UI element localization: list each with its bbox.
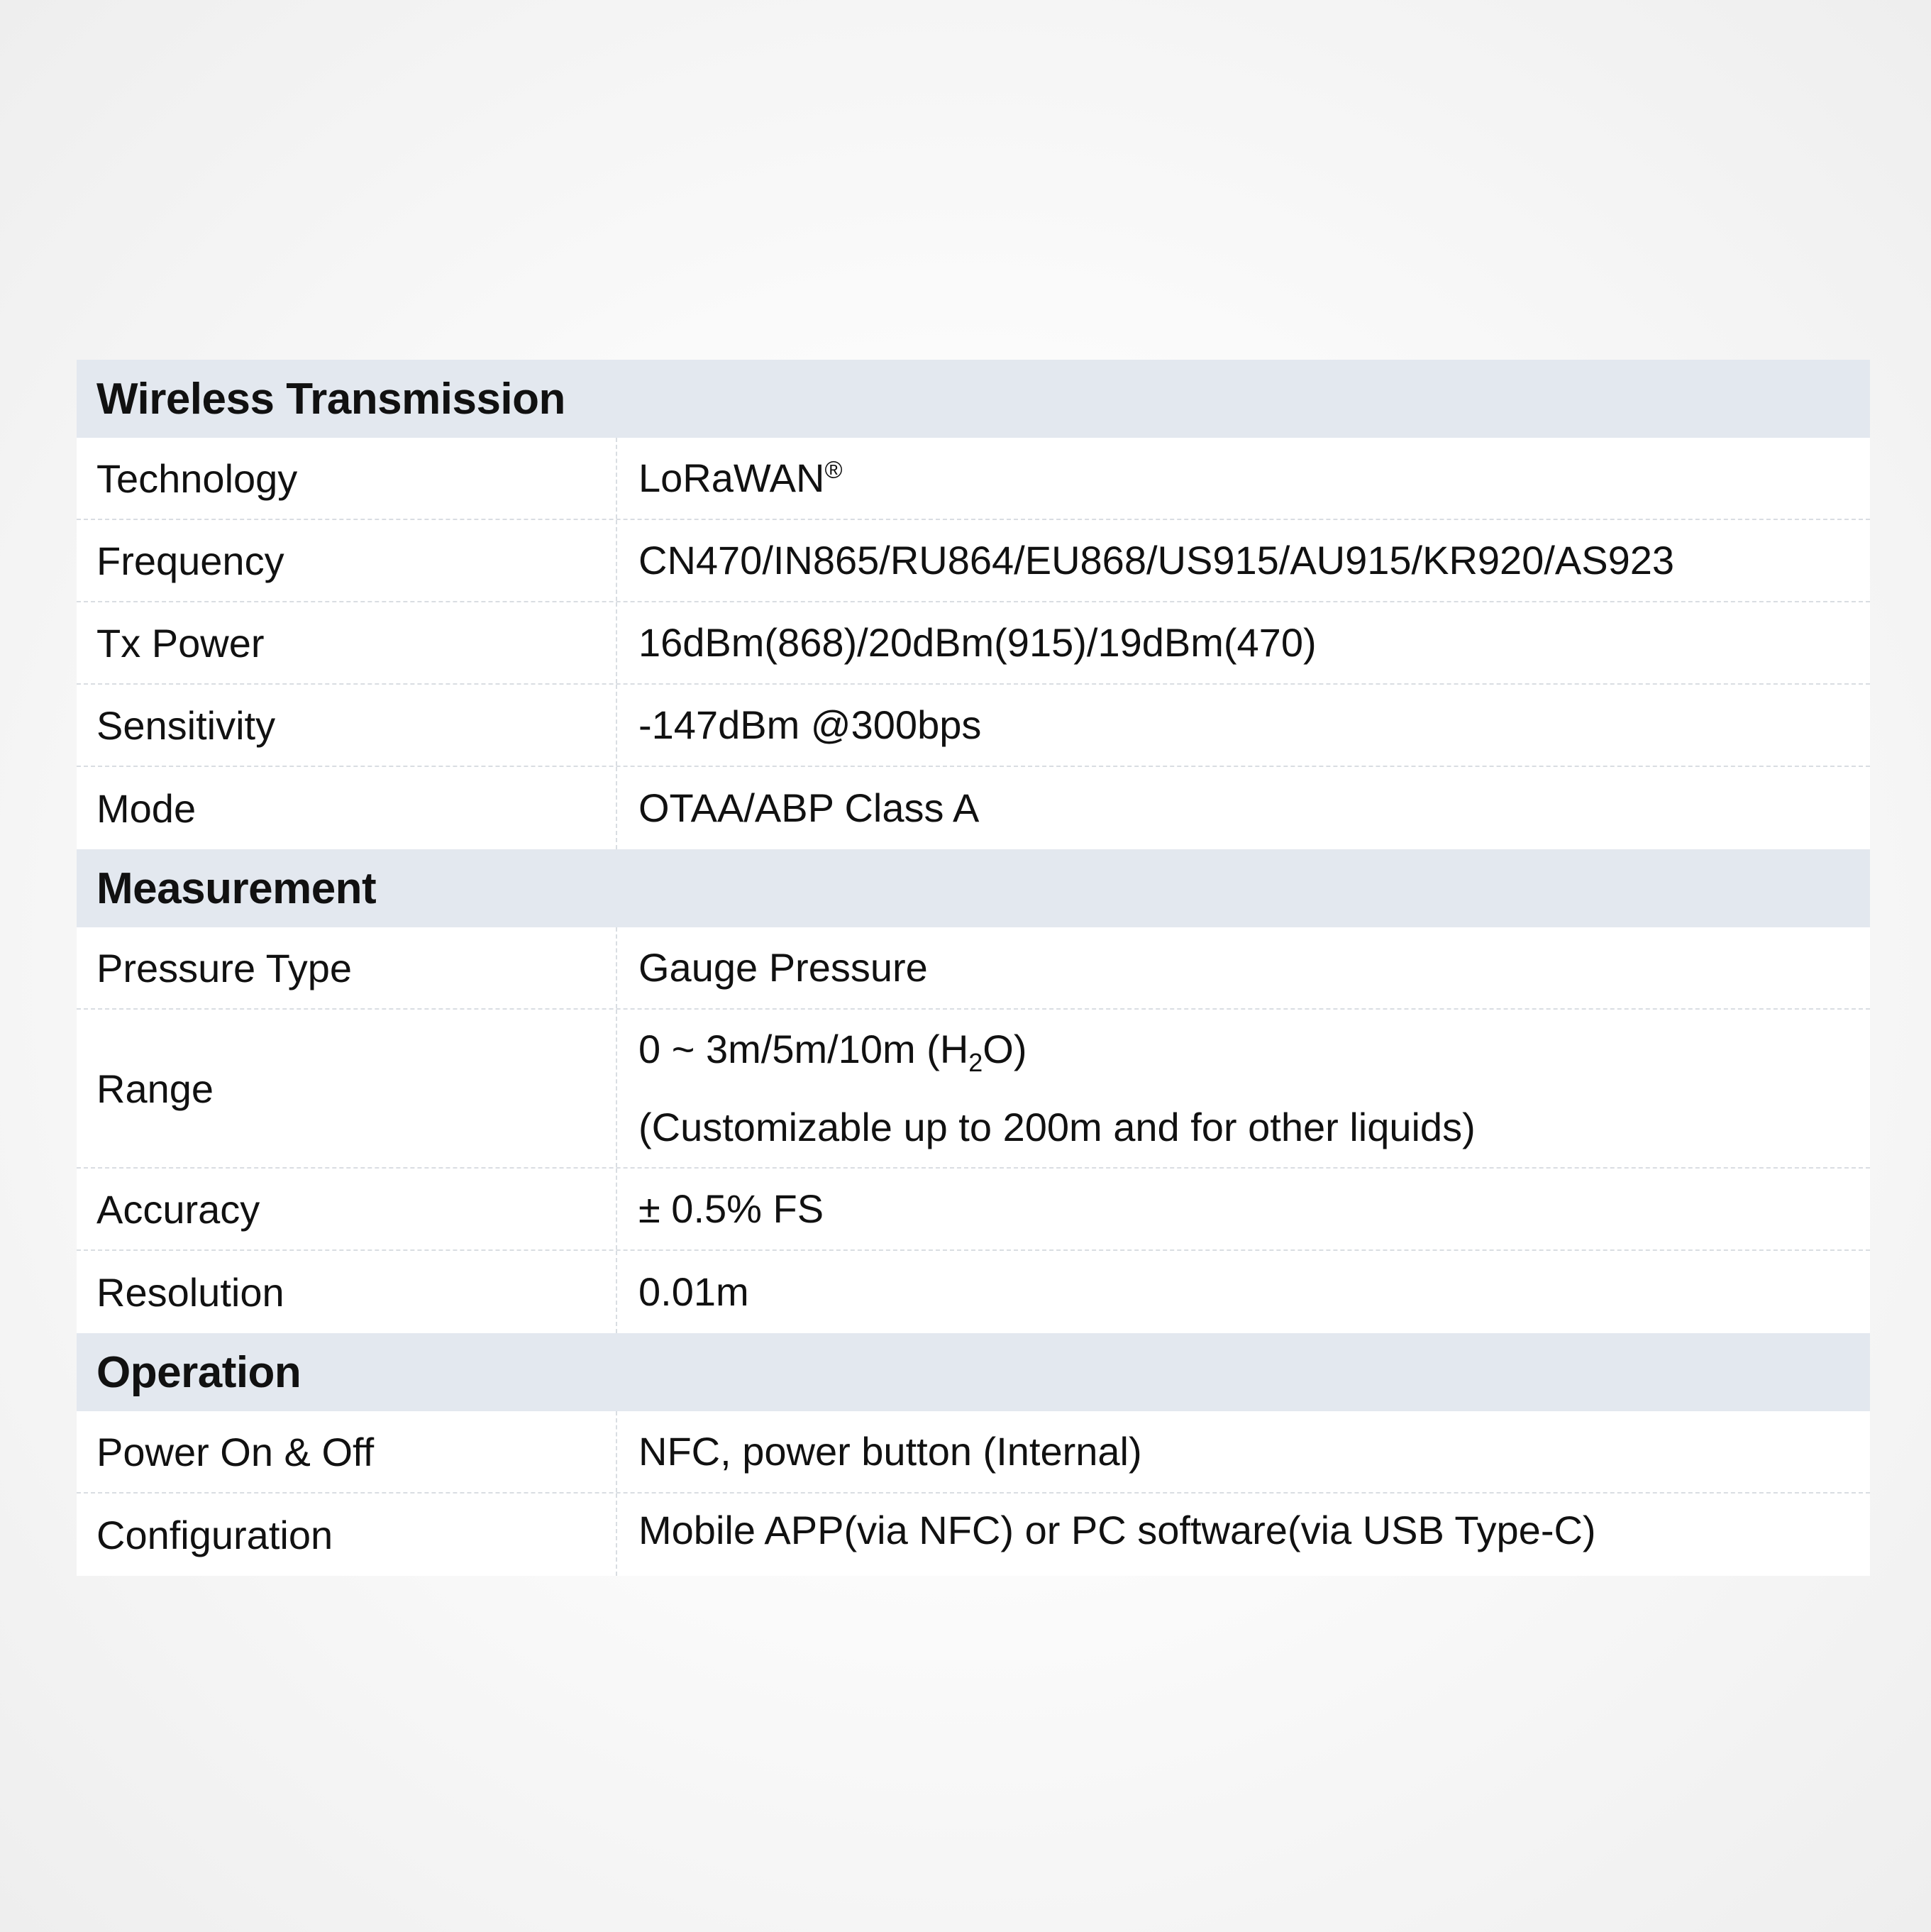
row-value	[617, 767, 1870, 849]
value-text: 16dBm(868)/20dBm(915)/19dBm(470)	[638, 620, 1317, 665]
table-row-accuracy	[77, 1169, 1870, 1251]
value-text: LoRaWAN	[638, 456, 825, 500]
value-text: OTAA/ABP Class A	[638, 785, 980, 830]
table-row-mode	[77, 767, 1870, 849]
table-row-pressure-type	[77, 927, 1870, 1010]
table-row-technology	[77, 438, 1870, 520]
value-text: -147dBm @300bps	[638, 702, 982, 747]
table-row-frequency	[77, 520, 1870, 602]
row-label: Technology	[77, 438, 617, 519]
row-label: Mode	[77, 767, 617, 849]
table-row-power-on-off	[77, 1411, 1870, 1494]
row-value	[617, 438, 1870, 519]
value-text: NFC, power button (Internal)	[638, 1429, 1142, 1474]
row-label: Pressure Type	[77, 927, 617, 1008]
value-text: ± 0.5% FS	[638, 1186, 824, 1231]
row-value	[617, 520, 1870, 601]
value-text: 0 ~ 3m/5m/10m (H	[638, 1027, 969, 1071]
section-header-measurement: Measurement	[77, 849, 1870, 927]
table-row-tx-power	[77, 602, 1870, 685]
subscript: 2	[968, 1048, 983, 1078]
row-label: Power On & Off	[77, 1411, 617, 1492]
row-label: Configuration	[77, 1494, 617, 1576]
value-text: 0.01m	[638, 1269, 749, 1314]
value-text: CN470/IN865/RU864/EU868/US915/AU915/KR920/AS923	[638, 538, 1675, 583]
value-line	[638, 439, 1870, 517]
row-value	[617, 685, 1870, 766]
table-row-range	[77, 1010, 1870, 1169]
row-label: Tx Power	[77, 602, 617, 683]
value-line-2: (Customizable up to 200m and for other liquids)	[638, 1105, 1476, 1149]
row-value	[617, 602, 1870, 683]
row-label: Sensitivity	[77, 685, 617, 766]
row-value	[617, 1010, 1870, 1167]
row-label: Accuracy	[77, 1169, 617, 1249]
table-row-sensitivity	[77, 685, 1870, 767]
value-line-1	[638, 1010, 1870, 1088]
row-value	[617, 1251, 1870, 1333]
row-value	[617, 1494, 1870, 1576]
value-text: O)	[983, 1027, 1027, 1071]
row-label: Frequency	[77, 520, 617, 601]
row-value	[617, 1411, 1870, 1492]
value-text: Mobile APP(via NFC) or PC software(via USB Type-C)	[638, 1508, 1596, 1552]
section-header-wireless-transmission: Wireless Transmission	[77, 360, 1870, 438]
table-row-resolution	[77, 1251, 1870, 1333]
row-label: Range	[77, 1010, 617, 1167]
section-header-operation: Operation	[77, 1333, 1870, 1411]
row-label: Resolution	[77, 1251, 617, 1333]
spec-table	[77, 360, 1870, 1576]
row-value	[617, 927, 1870, 1008]
row-value	[617, 1169, 1870, 1249]
registered-mark: ®	[824, 456, 843, 484]
table-row-configuration	[77, 1494, 1870, 1576]
value-text: Gauge Pressure	[638, 945, 928, 990]
